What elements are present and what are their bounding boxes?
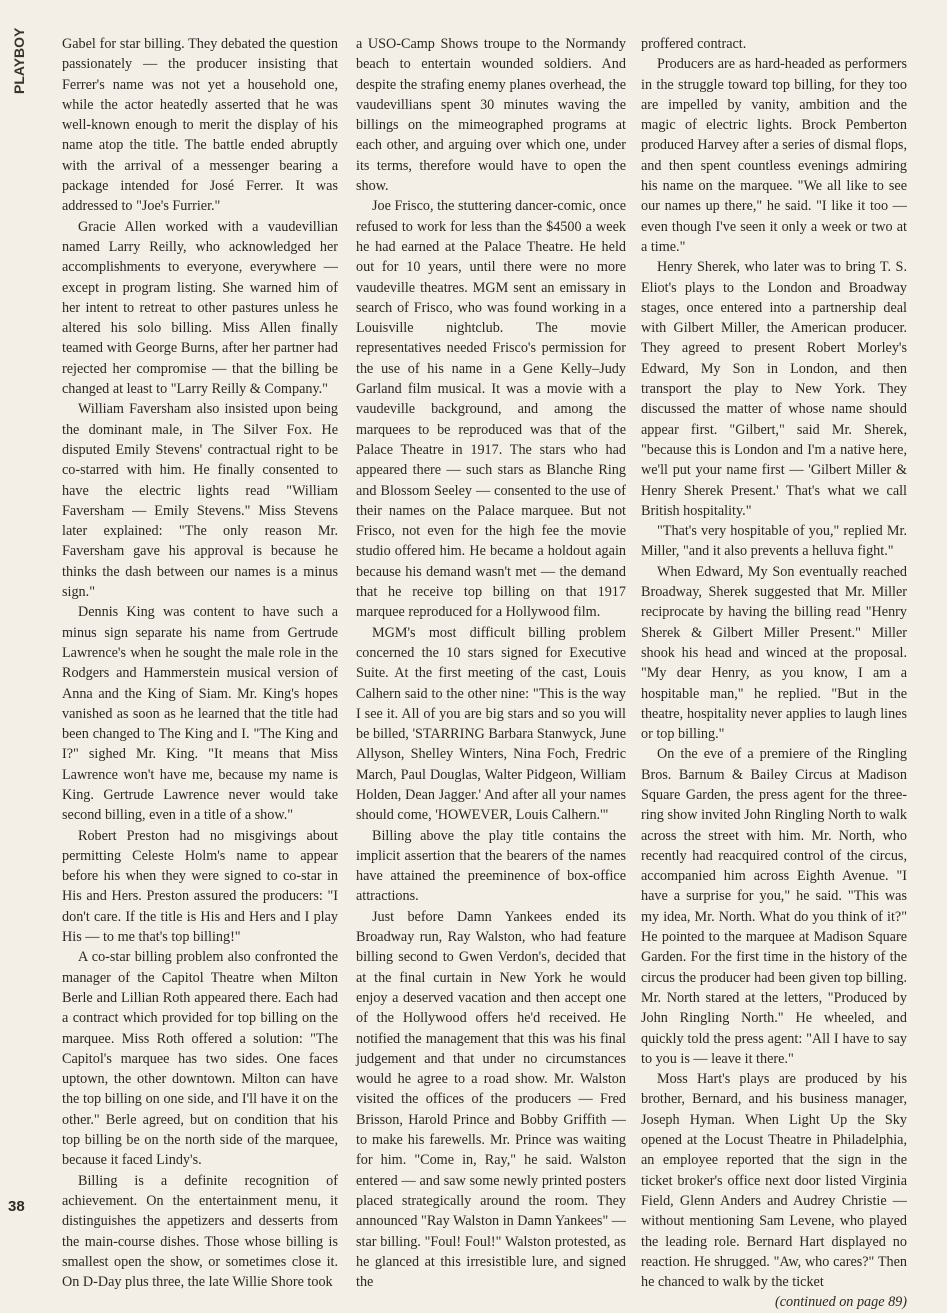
paragraph: proffered contract.: [641, 36, 747, 52]
paragraph: William Faversham also insisted upon being the dominant male, in The Silver Fox. He disputed Emily Stevens' contractual right to be co-starred with him. He finally consented to have the electric lights read "William Faversham — Emily Stevens." Miss Stevens later explained: "The only reason Mr. Faversham gave his approval is because he thinks the dash between our names is a minus sign.": [62, 401, 338, 601]
paragraph: a USO-Camp Shows troupe to the Normandy beach to entertain wounded soldiers. And despite the strafing enemy planes overhead, the vaudevillians spent 30 minutes waving the billings on the mimeographed programs at each other, and arguing over which one, under its terms, therefore would have to open the show.: [356, 36, 626, 195]
paragraph: MGM's most difficult billing problem concerned the 10 stars signed for Executive Suite. At the first meeting of the cast, Louis Calhern said to the other nine: "This is the way I see it. All of you are big stars and so you will be billed, 'STARRING Barbara Stanwyck, June Allyson, Shelley Winters, Nina Foch, Fredric March, Paul Douglas, Walter Pidgeon, William Holden, Dean Jagger.' And after all your names should come, 'HOWEVER, Louis Calhern.'": [356, 624, 626, 824]
paragraph: Just before Damn Yankees ended its Broadway run, Ray Walston, who had feature billing second to Gwen Verdon's, decided that at the final curtain in New York he would enjoy a deserved vacation and then accept one of the Hollywood offers he'd received. He notified the management that this was his final judgement and that under no circumstances would he agree to a road show. Mr. Walston visited the offices of the producers — Fred Brisson, Harold Prince and Bobby Griffith — to make his farewells. Mr. Prince was waiting for him. "Come in, Ray," he said. Walston entered — and saw some newly printed posters placed strategically around the room. They announced "Ray Walston in Damn Yankees" — star billing. "Foul! Foul!" Walston protested, as he glanced at this irresistible lure, and signed the: [356, 908, 626, 1291]
paragraph: Billing above the play title contains the implicit assertion that the bearers of the names have attained the preeminence of box-office attractions.: [356, 827, 626, 905]
paragraph: Gabel for star billing. They debated the question passionately — the producer insisting that Ferrer's name was not yet a household one, while the actor heatedly asserted that he was well-known enough to merit the display of his name atop the title. The battle ended abruptly with the arrival of a messenger bearing a package intended for José Ferrer. It was addressed to "Joe's Furrier.": [62, 36, 338, 215]
paragraph: When Edward, My Son eventually reached Broadway, Sherek suggested that Mr. Miller reciprocate by having the billing read "Henry Sherek & Gilbert Miller Present." Miller shook his head and winced at the proposal. "My dear Henry, as you know, I am a hospitable man," he replied. "But in the theatre, hospitality never applies to laugh lines or top billing.": [641, 563, 907, 743]
paragraph: "That's very hospitable of you," replied Mr. Miller, "and it also prevents a helluva fight.": [641, 523, 907, 560]
continued-note: (continued on page 89): [775, 1294, 907, 1311]
paragraph: Joe Frisco, the stuttering dancer-comic, once refused to work for less than the $4500 a week he had earned at the Palace Theatre. He held out for 10 years, until there were no more vaudeville theatres. MGM sent an emissary in search of Frisco, who was found working in a Louisville nightclub. The movie representatives needed Frisco's permission for the use of his name in a Gene Kelly–Judy Garland film musical. It was a movie with a vaudeville background, and among the marquees to be reproduced was that of the Palace Theatre in 1917. The stars who had appeared there — such stars as Blanche Ring and Blossom Seeley — consented to the use of their names on the Palace marquee. But not Frisco, not even for the high fee the movie studio offered him. He became a holdout again because his demand wasn't met — the demand that he receive top billing on that 1917 marquee reproduced for a Hollywood film.: [356, 198, 626, 621]
paragraph: Henry Sherek, who later was to bring T. S. Eliot's plays to the London and Broadway stages, once entered into a partnership deal with Gilbert Miller, the American producer. They agreed to present Robert Morley's Edward, My Son in London, and then transport the play to New York. They discussed the matter of whose name should appear first. "Gilbert," said Mr. Sherek, "because this is London and I'm a native here, we'll put your name first — 'Gilbert Miller & Henry Sherek Present.' That's what we call British hospitality.": [641, 259, 907, 519]
magazine-name-sidebar: PLAYBOY: [11, 28, 27, 95]
paragraph: Producers are as hard-headed as performers in the struggle toward top billing, for they too are impelled by vanity, ambition and the magic of electric lights. Brock Pemberton produced Harvey after a series of dismal flops, and then spent countless evenings admiring his name on the marquee. "We all like to see our names up there," he said. "I like it too — even though I've seen it only a week or two at a time.": [641, 56, 907, 255]
paragraph: Moss Hart's plays are produced by his brother, Bernard, and his business manager, Joseph Hyman. When Light Up the Sky opened at the Locust Theatre in Philadelphia, an employee reported that the sign in the ticket broker's office next door listed Virginia Field, Glenn Anders and Audrey Christie — without mentioning Sam Levene, who played the leading role. Bernard Hart displayed no reaction. He shrugged. "Aw, who cares?" Then he chanced to walk by the ticket: [641, 1071, 907, 1291]
article-column-1: [62, 34, 338, 1291]
paragraph: Dennis King was content to have such a minus sign separate his name from Gertrude Lawrence's when he sought the male role in the Rodgers and Hammerstein musical version of Anna and the King of Siam. Mr. King's hopes vanished as soon as he learned that the title had been changed to The King and I. "The King and I?" sighed Mr. King. "It means that Miss Lawrence won't have me, because my name is King. Gertrude Lawrence never would take second billing, even in a title of a show.": [62, 604, 338, 824]
paragraph: Gracie Allen worked with a vaudevillian named Larry Reilly, who acknowledged her accomplishments to everyone, everywhere — except in program listing. She warned him of her intent to retreat to other pastures unless he altered his solo billing. Miss Allen finally teamed with George Burns, after her partner had rejected her compromise — that the billing be changed at least to "Larry Reilly & Company.": [62, 218, 338, 398]
article-column-3: [641, 34, 907, 1311]
article-column-2: [356, 34, 626, 1291]
paragraph: Billing is a definite recognition of achievement. On the entertainment menu, it distinguishes the appetizers and desserts from the main-course dishes. Those whose billing is smallest open the show, or sometimes close it. On D-Day plus three, the late Willie Shore took: [62, 1172, 338, 1291]
paragraph: A co-star billing problem also confronted the manager of the Capitol Theatre when Milton Berle and Lillian Roth appeared there. Each had a contract which provided for top billing on the marquee. Miss Roth offered a solution: "The Capitol's marquee has two sides. One faces uptown, the other downtown. Milton can have the top billing on one side, and I'll have it on the other." Berle agreed, but on condition that his top billing be on the north side of the marquee, because it faced Lindy's.: [62, 949, 338, 1169]
paragraph: On the eve of a premiere of the Ringling Bros. Barnum & Bailey Circus at Madison Square Garden, the press agent for the three-ring show invited John Ringling North to walk across the street with him. Mr. North, who recently had reacquired control of the circus, accompanied him across Eighth Avenue. "I have a surprise for you," he said. "This was my idea, Mr. North. What do you think of it?" He pointed to the marquee at Madison Square Garden. For the first time in the history of the circus the producer had been given top billing. Mr. North stared at the letters, "Produced by John Ringling North." He wheeled, and quickly told the press agent: "All I have to say to you is — leave it there.": [641, 746, 907, 1067]
paragraph: Robert Preston had no misgivings about permitting Celeste Holm's name to appear before his when they were signed to co-star in His and Hers. Preston assured the producers: "I don't care. If the title is His and Hers and I play His — to me that's top billing!": [62, 827, 338, 946]
page-number: 38: [8, 1198, 25, 1215]
